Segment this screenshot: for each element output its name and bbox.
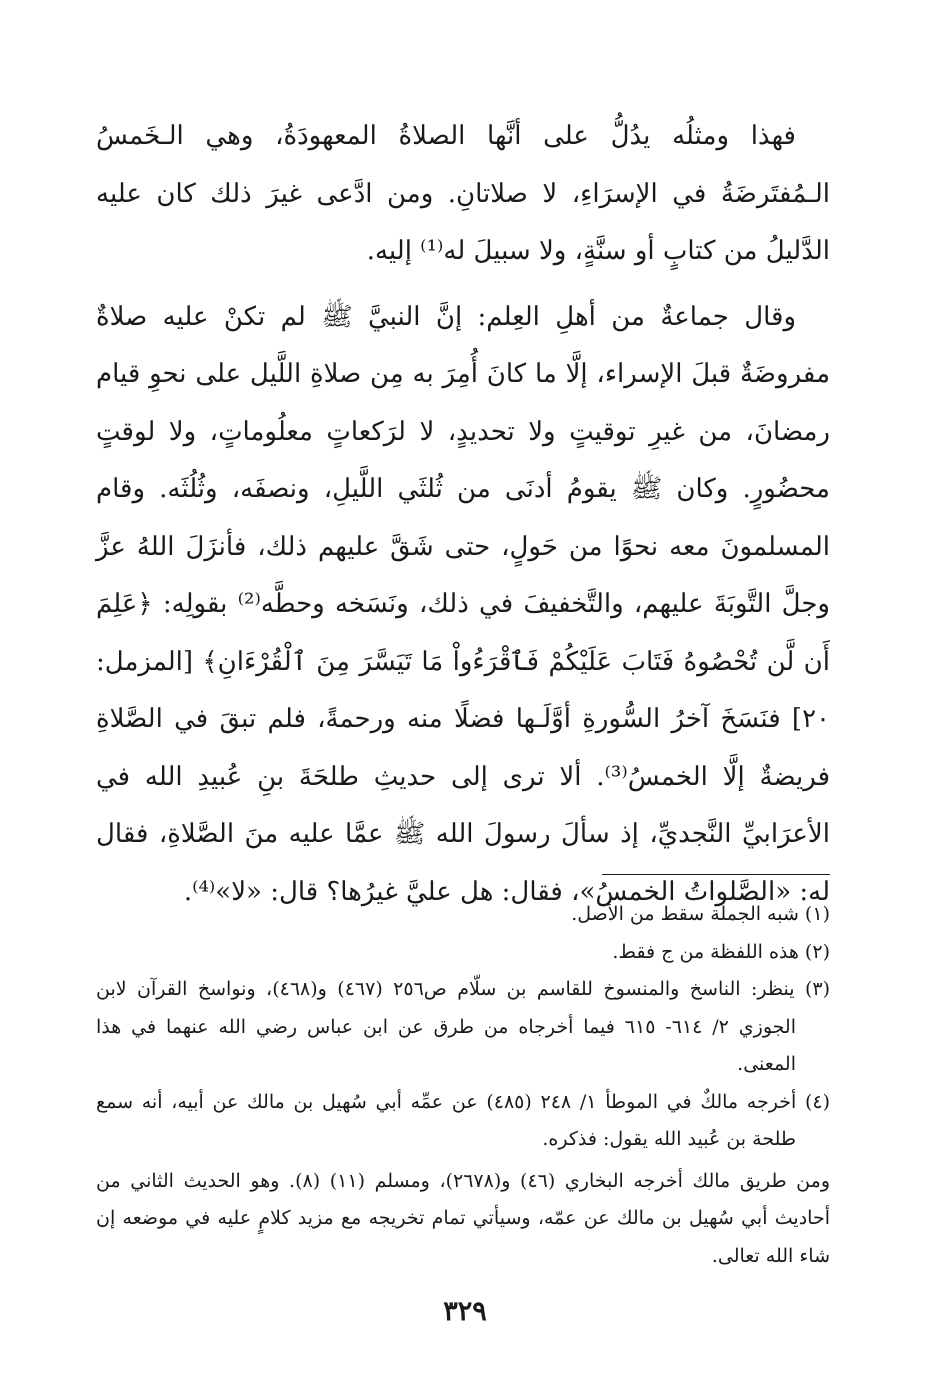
footnote-separator <box>602 874 830 875</box>
paragraph-1: فهذا ومثلُه يدُلُّ على أنَّها الصلاةُ المعهودَةُ، وهي الـخَمسُ الـمُفتَرضَةُ في الإسرَاءِ، لا صلاتانِ. ومن ادَّعى غيرَ ذلك كان عليه الدَّليلُ من كتابٍ أو سنَّةٍ، ولا سبيلَ له⁽¹⁾ إليه. <box>96 121 830 266</box>
footnote-2: (٢) هذه اللفظة من ج فقط. <box>612 940 830 963</box>
footnote-4-continuation: ومن طريق مالك أخرجه البخاري (٤٦) و(٢٦٧٨)، ومسلم (١١) (٨). وهو الحديث الثاني من أحاديث أبي سُهيل بن مالك عن عمّه، وسيأتي تمام تخريجه مع مزيد كلامٍ عليه في موضعه إن شاء الله تعالى. <box>96 1169 830 1267</box>
footnotes <box>96 896 830 1275</box>
page-number: ٣٢٩ <box>443 1296 487 1327</box>
paragraph-2: وقال جماعةٌ من أهلِ العِلم: إنَّ النبيَّ ﷺ لم تكنْ عليه صلاةٌ مفروضَةٌ قبلَ الإسراء، إلَّا ما كانَ أُمِرَ به مِن صلاةِ اللَّيل على نحوِ قيام رمضانَ، من غيرِ توقيتٍ ولا تحديدٍ، لا لرَكعاتٍ معلُوماتٍ، ولا لوقتٍ محضُورٍ. وكان ﷺ يقومُ أدنَى من ثُلثَي اللَّيلِ، ونصفَه، وثُلُثَه. وقام المسلمونَ معه نحوًا من حَولٍ، حتى شَقَّ عليهم ذلك، فأنزَلَ اللهُ عزَّ وجلَّ التَّوبَةَ عليهم، والتَّخفيفَ في ذلك، ونَسَخه وحطَّه⁽²⁾ بقولِه: ﴿عَلِمَ أَن لَّن تُحْصُوهُ فَتَابَ عَلَيْكُمْ فَٱقْرَءُواْ مَا تَيَسَّرَ مِنَ ٱلْقُرْءَانِ﴾ [المزمل: ٢٠] فنَسَخَ آخرُ السُّورةِ أوَّلَـها فضلًا منه ورحمةً، فلم تبقَ في الصَّلاةِ فريضةٌ إلَّا الخمسُ⁽³⁾. ألا ترى إلى حديثِ طلحَةَ بنِ عُبيدِ الله في الأعرَابيِّ النَّجديِّ، إذ سألَ رسولَ الله ﷺ عمَّا عليه منَ الصَّلاةِ، فقال له: «الصَّلواتُ الخمسُ»، فقال: هل عليَّ غيرُها؟ قال: «لا»⁽⁴⁾. <box>96 301 831 907</box>
main-text <box>96 108 830 921</box>
footnote-1: (١) شبه الجملة سقط من الأصل. <box>571 903 830 925</box>
footnote-4: (٤) أخرجه مالكٌ في الموطأ ١/ ٢٤٨ (٤٨٥) عن عمِّه أبي سُهيل بن مالك عن أبيه، أنه سمع طلحة بن عُبيد الله يقول: فذكره. <box>96 1090 831 1150</box>
footnote-3: (٣) ينظر: الناسخ والمنسوخ للقاسم بن سلّام ص٢٥٦ (٤٦٧) و(٤٦٨)، ونواسخ القرآن لابن الجوزي ٢/ ٦١٤- ٦١٥ فيما أخرجاه من طرق عن ابن عباس رضي الله عنهما في هذا المعنى. <box>96 978 831 1075</box>
